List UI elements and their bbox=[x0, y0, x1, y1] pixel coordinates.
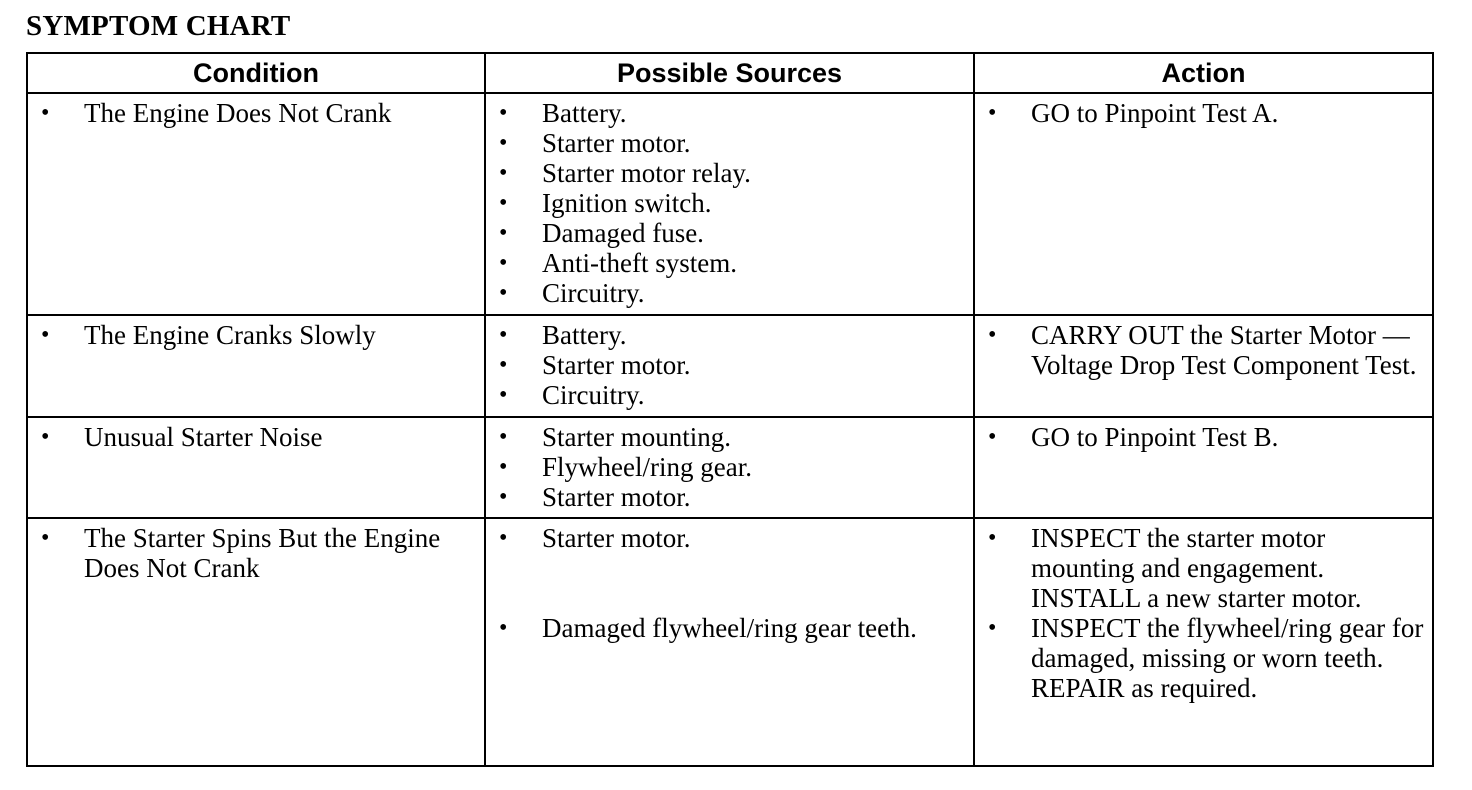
condition-item: • The Engine Does Not Crank bbox=[28, 98, 476, 128]
symptom-table bbox=[26, 52, 1434, 767]
action-cell bbox=[974, 315, 1433, 417]
header-possible-sources: Possible Sources bbox=[485, 53, 974, 93]
action-item: • GO to Pinpoint Test B. bbox=[975, 422, 1424, 452]
condition-cell bbox=[27, 417, 485, 518]
page-title: SYMPTOM CHART bbox=[26, 10, 291, 42]
action-item: • INSPECT the flywheel/ring gear for damaged, missing or worn teeth. REPAIR as required. bbox=[975, 613, 1424, 703]
action-cell bbox=[974, 93, 1433, 315]
table-row bbox=[27, 315, 1433, 417]
condition-cell bbox=[27, 93, 485, 315]
source-item: • Battery. bbox=[486, 320, 965, 350]
source-item: • Starter motor. bbox=[486, 128, 965, 158]
source-item: • Starter motor. bbox=[486, 482, 965, 512]
source-item: • Ignition switch. bbox=[486, 188, 965, 218]
action-cell bbox=[974, 417, 1433, 518]
sources-cell bbox=[485, 93, 974, 315]
header-row bbox=[27, 53, 1433, 93]
source-item: • Starter motor. bbox=[486, 350, 965, 380]
source-item: • Battery. bbox=[486, 98, 965, 128]
action-item: • CARRY OUT the Starter Motor — Voltage Drop Test Component Test. bbox=[975, 320, 1424, 380]
sources-cell bbox=[485, 518, 974, 766]
source-item: • Damaged flywheel/ring gear teeth. bbox=[486, 613, 965, 643]
action-item: • INSPECT the starter motor mounting and engagement. INSTALL a new starter motor. bbox=[975, 523, 1424, 613]
condition-item: • Unusual Starter Noise bbox=[28, 422, 476, 452]
source-item: • Starter motor relay. bbox=[486, 158, 965, 188]
sources-cell bbox=[485, 417, 974, 518]
sources-cell bbox=[485, 315, 974, 417]
condition-cell bbox=[27, 518, 485, 766]
table-row bbox=[27, 93, 1433, 315]
source-item: • Anti-theft system. bbox=[486, 248, 965, 278]
action-item: • GO to Pinpoint Test A. bbox=[975, 98, 1424, 128]
table-row bbox=[27, 518, 1433, 766]
condition-item: • The Starter Spins But the Engine Does Not Crank bbox=[28, 523, 476, 583]
source-item: • Starter mounting. bbox=[486, 422, 965, 452]
source-item: • Flywheel/ring gear. bbox=[486, 452, 965, 482]
condition-cell bbox=[27, 315, 485, 417]
header-condition: Condition bbox=[27, 53, 485, 93]
source-item: • Damaged fuse. bbox=[486, 218, 965, 248]
action-cell bbox=[974, 518, 1433, 766]
condition-item: • The Engine Cranks Slowly bbox=[28, 320, 476, 350]
source-item: • Circuitry. bbox=[486, 278, 965, 308]
source-item: • Circuitry. bbox=[486, 380, 965, 410]
table-row bbox=[27, 417, 1433, 518]
header-action: Action bbox=[974, 53, 1433, 93]
source-item: • Starter motor. bbox=[486, 523, 965, 553]
